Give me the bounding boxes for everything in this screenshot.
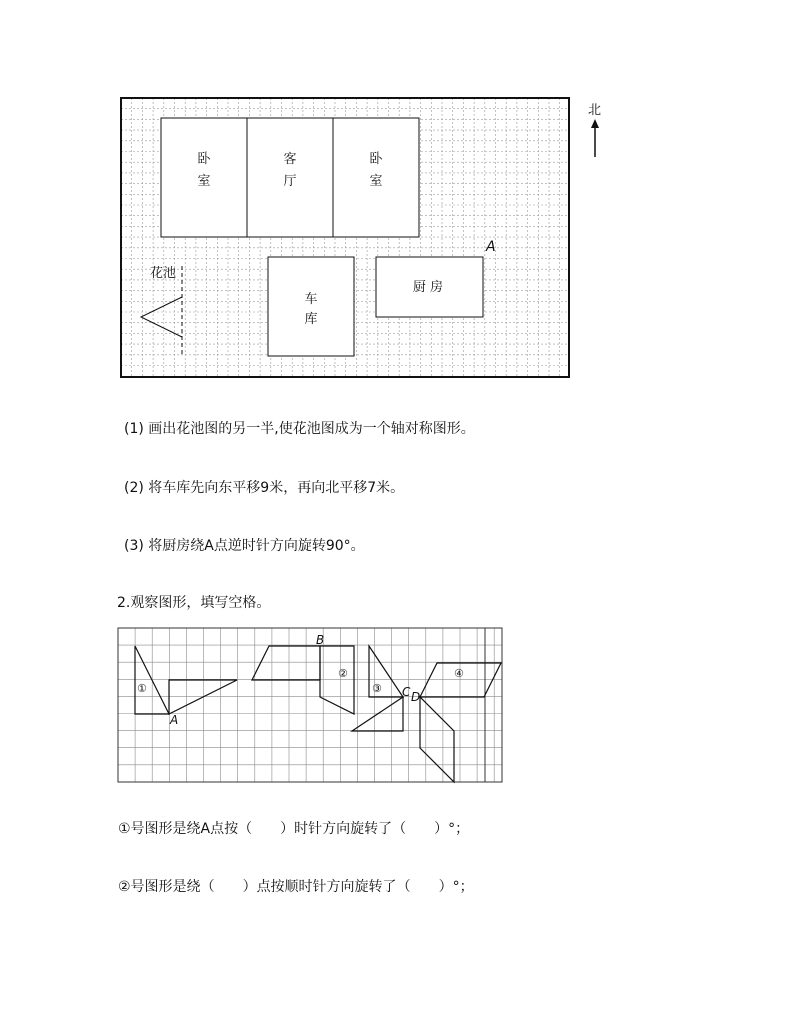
point-d-label: D bbox=[411, 690, 421, 704]
task-1: (1) 画出花池图的另一半,使花池图成为一个轴对称图形。 bbox=[124, 421, 475, 437]
garage-label-1: 车 bbox=[304, 292, 318, 307]
figure-1-rotated bbox=[169, 680, 237, 714]
figure-2-label: ② bbox=[338, 667, 348, 680]
q1-blank-2-open: （ bbox=[392, 821, 407, 837]
task-2: (2) 将车库先向东平移9米，再向北平移7米。 bbox=[124, 480, 405, 496]
point-a-label: A bbox=[170, 713, 179, 727]
garage-label-2: 库 bbox=[304, 312, 318, 327]
rotation-grid-border bbox=[118, 628, 502, 782]
flower-pool-label: 花池 bbox=[150, 266, 177, 281]
q2-text-end: °； bbox=[452, 879, 474, 895]
q1-text-2: 时针方向旋转了 bbox=[294, 821, 393, 837]
house-map bbox=[0, 0, 794, 400]
q1-blank-1-open: （ bbox=[238, 821, 253, 837]
point-b-label: B bbox=[316, 633, 325, 647]
q1-blank-1-close: ） bbox=[280, 821, 295, 837]
north-arrowhead-icon bbox=[591, 119, 599, 128]
q2-text-2: 点按顺时针方向旋转了 bbox=[256, 879, 397, 895]
q2-blank-1-close: ） bbox=[242, 879, 257, 895]
figure-2-rotated bbox=[320, 646, 354, 714]
q2-text-1: ②号图形是绕 bbox=[118, 879, 201, 895]
bedroom-left-label-1: 卧 bbox=[197, 152, 211, 167]
question-2-title: 2.观察图形，填写空格。 bbox=[117, 595, 271, 611]
living-room-label-2: 厅 bbox=[283, 174, 297, 189]
q2-blank-2-open: （ bbox=[396, 879, 411, 895]
question-2-item-1 bbox=[118, 818, 469, 838]
q1-text-1: ①号图形是绕A点按 bbox=[118, 821, 239, 837]
bedroom-left-label-2: 室 bbox=[197, 174, 211, 189]
kitchen-label: 厨 房 bbox=[412, 280, 444, 295]
figure-4-rotated bbox=[420, 697, 454, 782]
figure-2-original bbox=[252, 646, 320, 680]
north-label: 北 bbox=[588, 103, 602, 118]
flower-pool-half bbox=[141, 297, 182, 337]
figure-4-label: ④ bbox=[454, 667, 464, 680]
question-2-item-2 bbox=[118, 876, 474, 896]
figure-3-rotated bbox=[352, 697, 403, 731]
figure-3-label: ③ bbox=[372, 682, 382, 695]
q1-text-end: °； bbox=[448, 821, 470, 837]
point-c-label: C bbox=[402, 685, 411, 699]
q2-blank-1-open: （ bbox=[200, 879, 215, 895]
bedroom-right-label-1: 卧 bbox=[369, 152, 383, 167]
bedroom-right-label-2: 室 bbox=[369, 174, 383, 189]
living-room-label-1: 客 bbox=[283, 152, 297, 167]
rotation-grid bbox=[118, 628, 502, 782]
map-point-a: A bbox=[486, 239, 496, 255]
task-3: (3) 将厨房绕A点逆时针方向旋转90°。 bbox=[124, 538, 365, 554]
figure-1-label: ① bbox=[137, 682, 147, 695]
q2-blank-2-close: ） bbox=[438, 879, 453, 895]
q1-blank-2-close: ） bbox=[434, 821, 449, 837]
rotation-figure bbox=[0, 620, 794, 790]
